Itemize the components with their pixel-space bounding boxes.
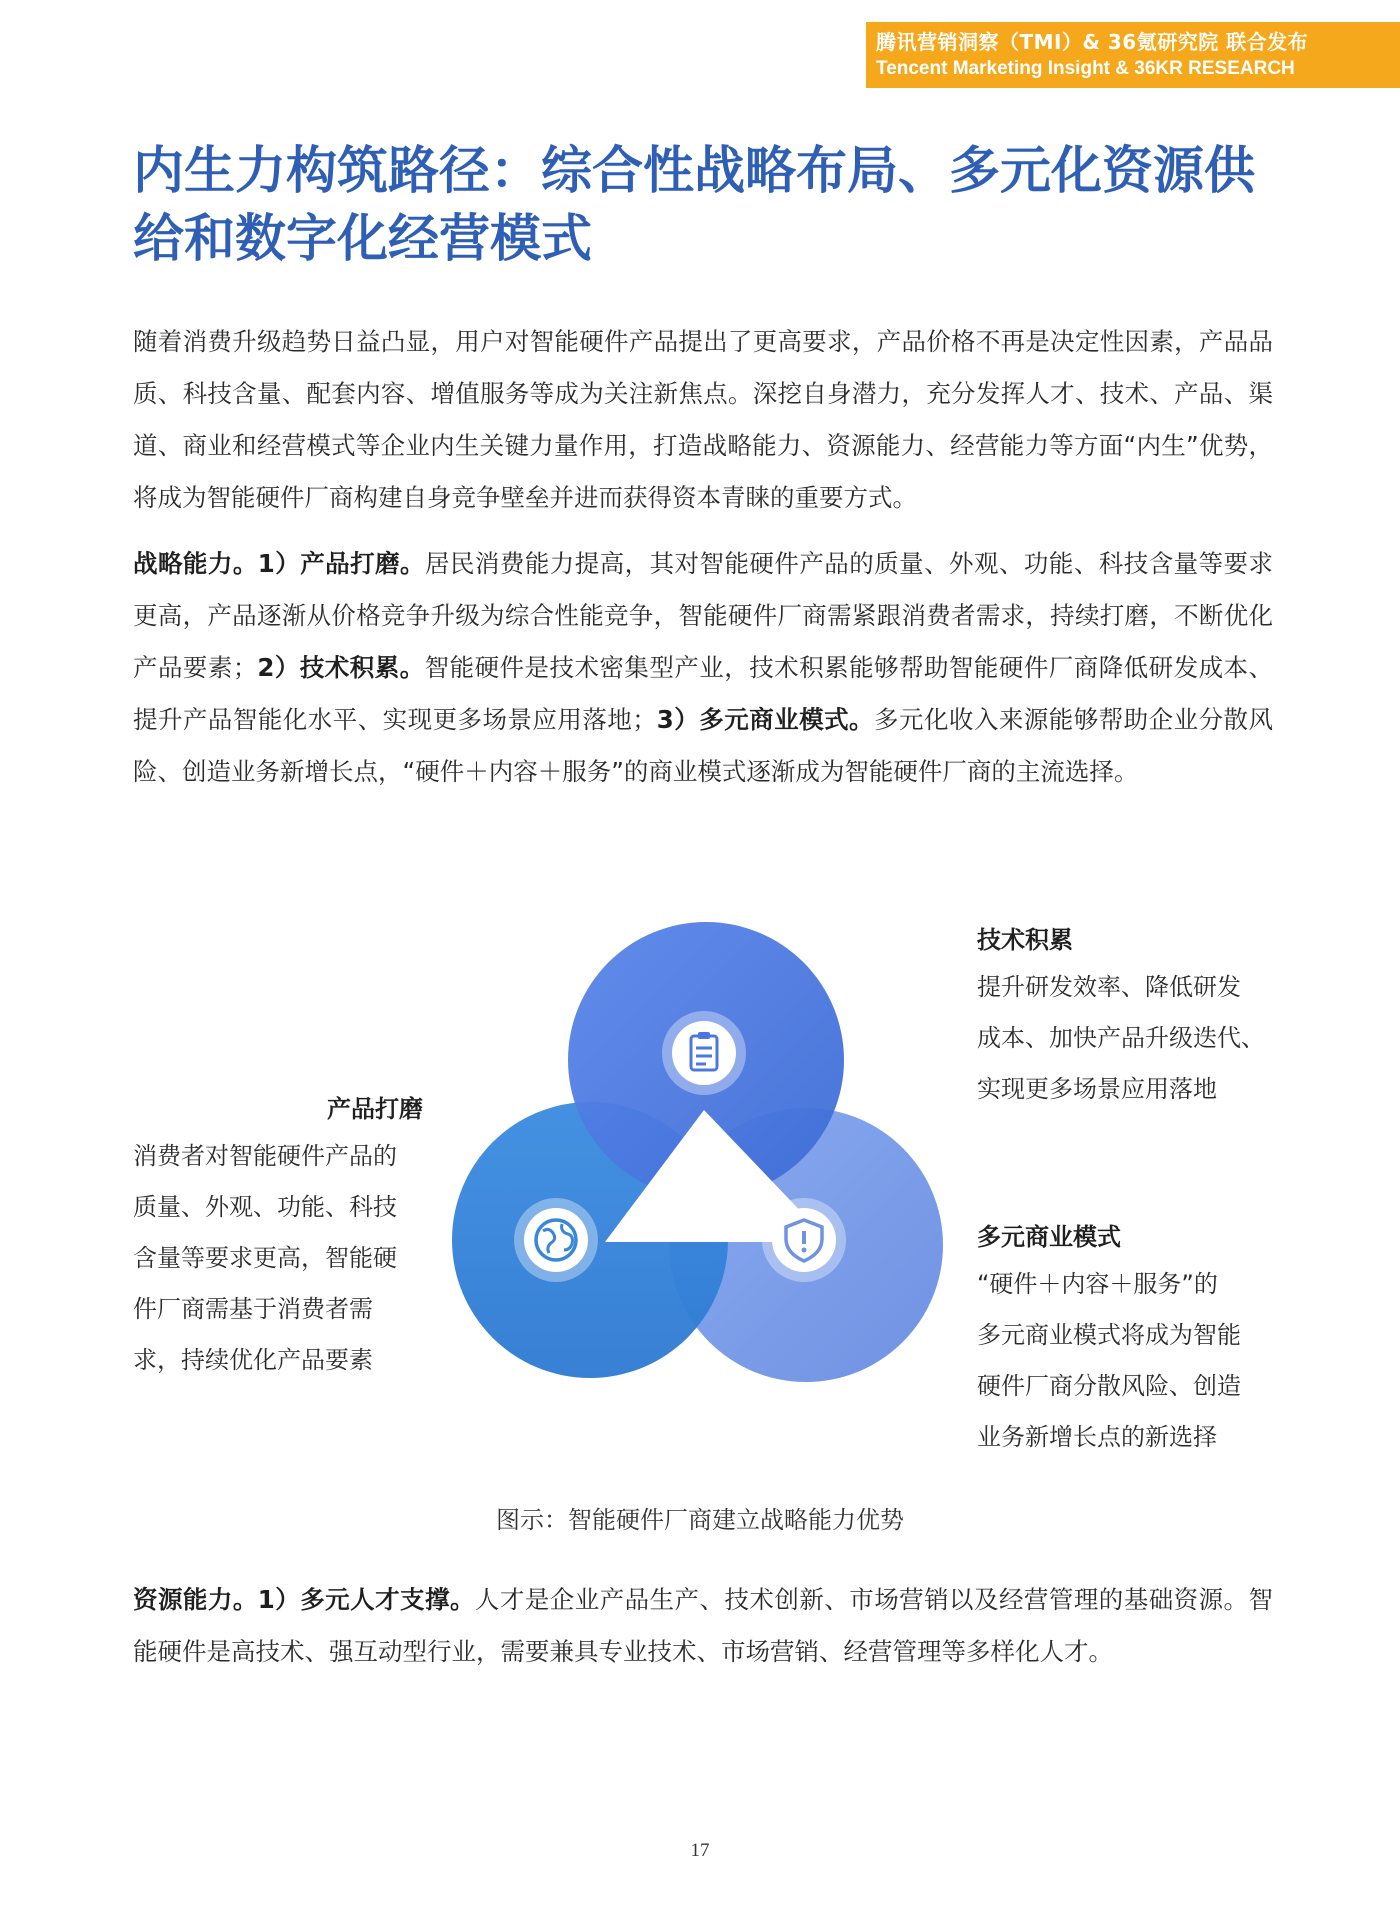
- label-tech-line: 提升研发效率、降低研发: [977, 973, 1241, 1001]
- label-business-line: 硬件厂商分散风险、创造: [977, 1372, 1241, 1400]
- label-tech-heading: 技术积累: [977, 926, 1073, 954]
- strategy-bold-3: 3）多元商业模式。: [656, 705, 875, 734]
- label-tech-line: 实现更多场景应用落地: [977, 1075, 1217, 1103]
- strategy-lead: 战略能力。1）产品打磨。: [133, 549, 426, 578]
- label-business-line: 业务新增长点的新选择: [977, 1423, 1217, 1451]
- label-business-line: “硬件＋内容＋服务”的: [977, 1270, 1218, 1298]
- label-business-heading: 多元商业模式: [977, 1223, 1121, 1251]
- header-line-cn: 腾讯营销洞察（TMI）& 36氪研究院 联合发布: [876, 30, 1309, 54]
- resource-lead: 资源能力。1）多元人才支撑。: [133, 1585, 475, 1614]
- shield-alert-icon: [762, 1198, 846, 1282]
- label-product-line: 求，持续优化产品要素: [133, 1346, 373, 1374]
- strategy-bold-2: 2）技术积累。: [257, 653, 425, 682]
- label-product-heading: 产品打磨: [327, 1095, 423, 1123]
- resource-text: 人才是企业产品生产、技术创新、市场营销以及经营管理的基础资源。智能硬件是高技术、强互动型行业，需要兼具专业技术、市场营销、经营管理等多样化人才。: [133, 1585, 1274, 1666]
- figure-caption: 图示：智能硬件厂商建立战略能力优势: [496, 1506, 904, 1534]
- header-banner: [866, 22, 1400, 88]
- label-product-line: 消费者对智能硬件产品的: [133, 1142, 397, 1170]
- label-product-line: 含量等要求更高，智能硬: [133, 1244, 397, 1272]
- label-product-line: 件厂商需基于消费者需: [133, 1295, 373, 1323]
- globe-icon: [514, 1198, 598, 1282]
- strategy-diagram: [440, 900, 960, 1400]
- label-product-line: 质量、外观、功能、科技: [133, 1193, 397, 1221]
- label-product-polish: [133, 1087, 423, 1386]
- header-line-en: Tencent Marketing Insight & 36KR RESEARCH: [876, 58, 1295, 79]
- label-tech-line: 成本、加快产品升级迭代、: [977, 1024, 1265, 1052]
- page-number: 17: [690, 1840, 710, 1861]
- resource-paragraph: [133, 1574, 1273, 1678]
- strategy-text-1: 居民消费能力提高，其对智能硬件产品的质量、外观、功能、科技含量等要求更高，产品逐渐从价格竞争升级为综合性能竞争，智能硬件厂商需紧跟消费者需求，持续打磨，不断优化产品要素；: [133, 549, 1274, 682]
- label-business-line: 多元商业模式将成为智能: [977, 1321, 1241, 1349]
- strategy-paragraph: [133, 538, 1273, 798]
- venn-diagram: [440, 900, 960, 1400]
- strategy-text-3: 多元化收入来源能够帮助企业分散风险、创造业务新增长点，“硬件＋内容＋服务”的商业模式逐渐成为智能硬件厂商的主流选择。: [133, 705, 1274, 786]
- label-business-model: [977, 1215, 1277, 1463]
- strategy-text-2: 智能硬件是技术密集型产业，技术积累能够帮助智能硬件厂商降低研发成本、提升产品智能化水平、实现更多场景应用落地；: [133, 653, 1274, 734]
- clipboard-icon: [662, 1011, 746, 1095]
- label-tech-accumulation: [977, 918, 1277, 1115]
- intro-paragraph: 随着消费升级趋势日益凸显，用户对智能硬件产品提出了更高要求，产品价格不再是决定性因素，产品品质、科技含量、配套内容、增值服务等成为关注新焦点。深挖自身潜力，充分发挥人才、技术、产品、渠道、商业和经营模式等企业内生关键力量作用，打造战略能力、资源能力、经营能力等方面“内生”优势，将成为智能硬件厂商构建自身竞争壁垒并进而获得资本青睐的重要方式。: [133, 327, 1273, 512]
- page-title: 内生力构筑路径：综合性战略布局、多元化资源供给和数字化经营模式: [133, 142, 1256, 269]
